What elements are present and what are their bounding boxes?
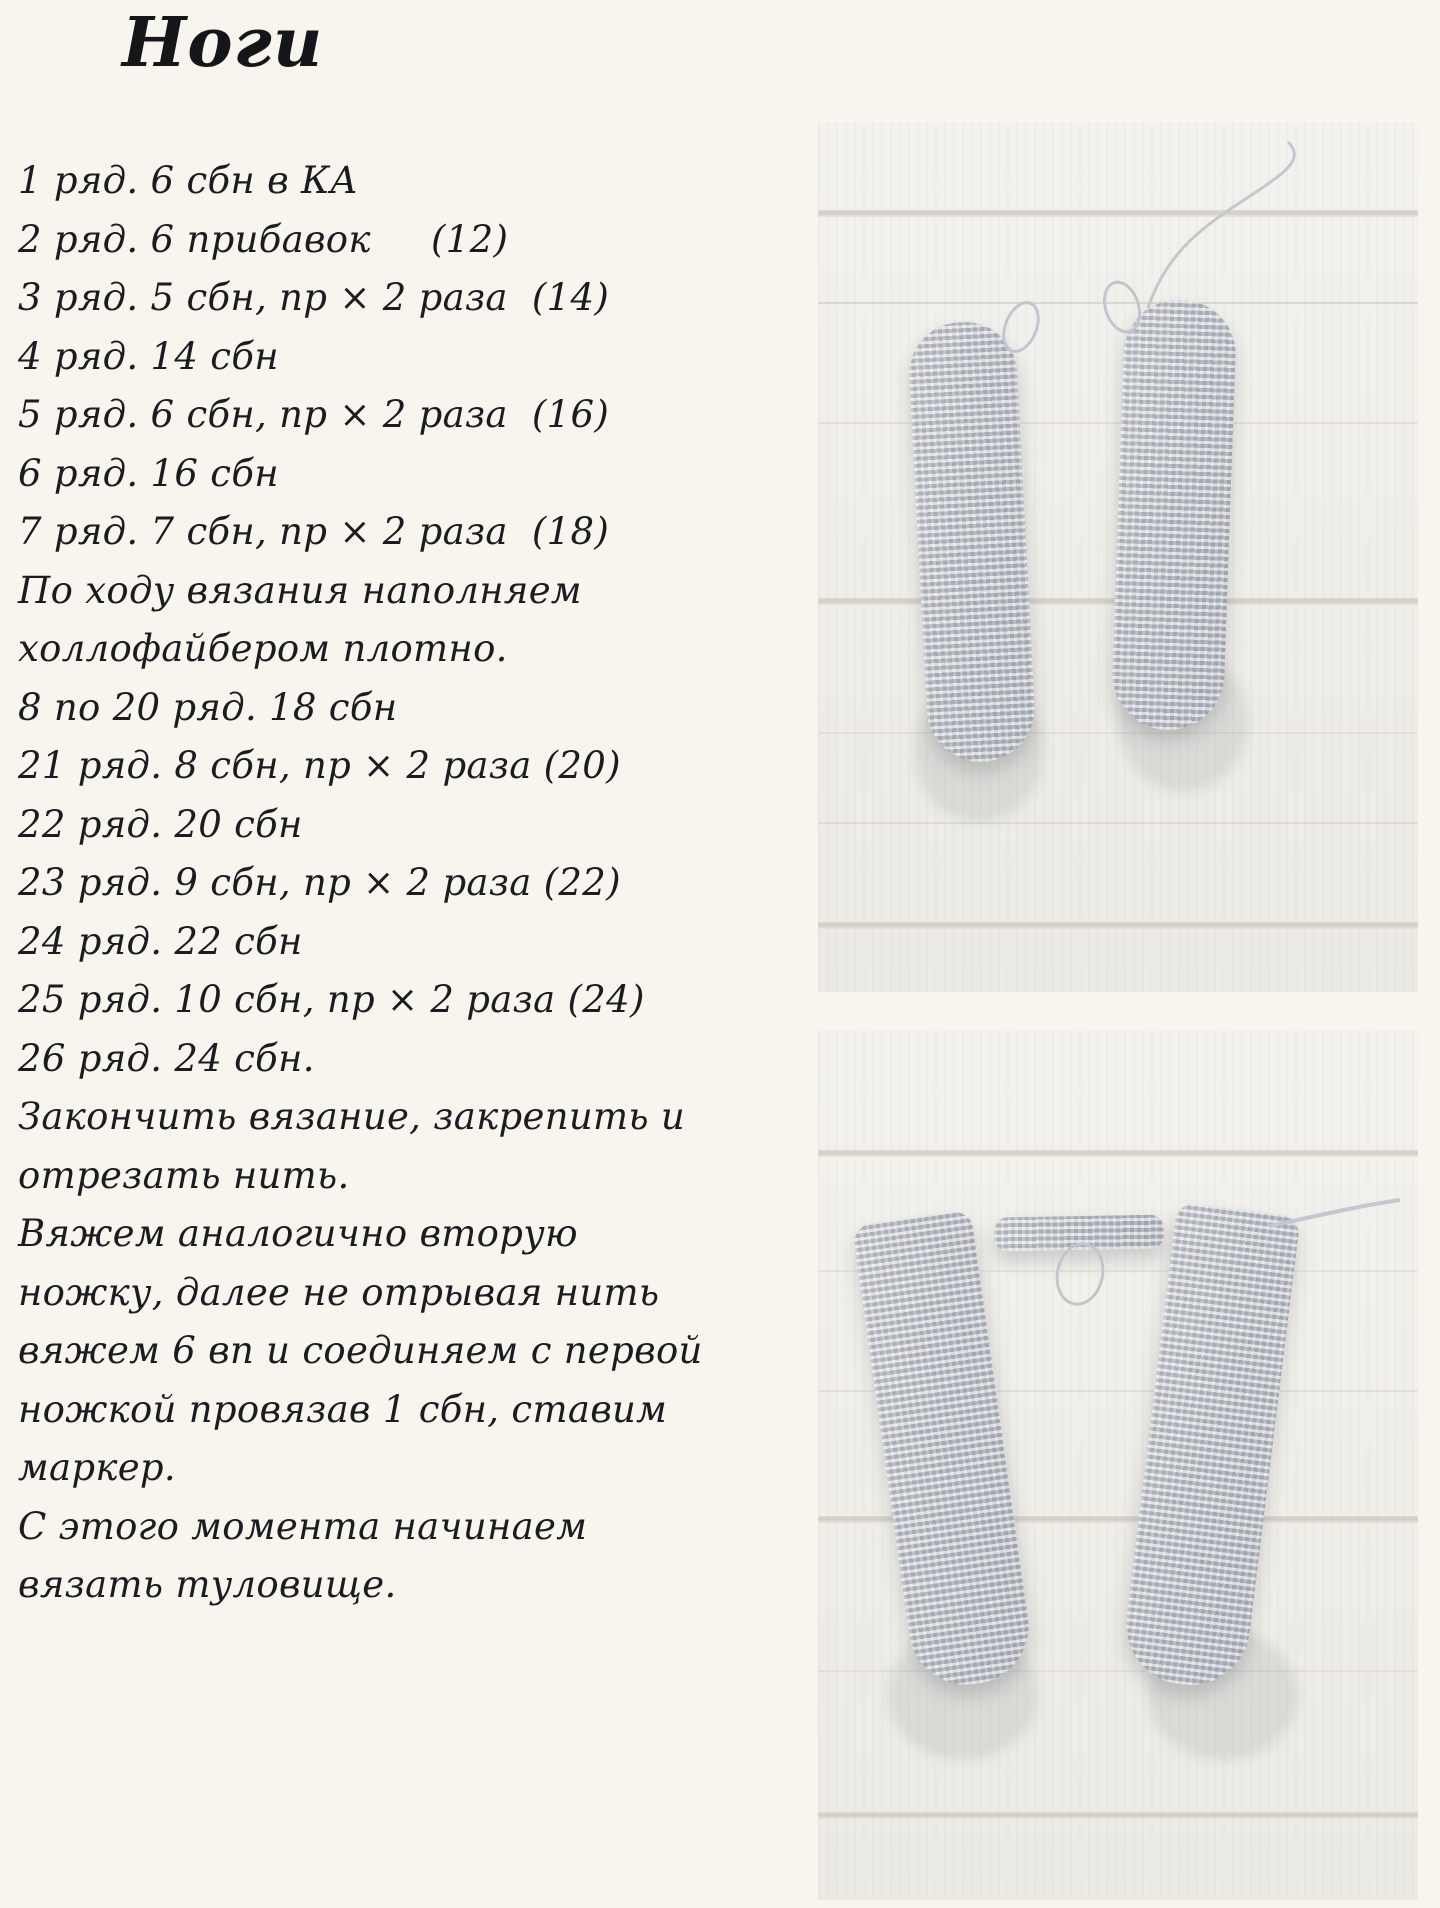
instruction-line: С этого момента начинаем	[18, 1504, 588, 1548]
instruction-line: 5 ряд. 6 сбн, пр × 2 раза (16)	[18, 393, 610, 436]
photo-column	[818, 122, 1418, 1900]
instruction-line: отрезать нить.	[18, 1153, 350, 1197]
photo-two-separate-legs	[818, 122, 1418, 992]
instruction-line: холлофайбером плотно.	[18, 627, 508, 670]
instruction-line: маркер.	[18, 1446, 176, 1489]
instruction-line: 7 ряд. 7 сбн, пр × 2 раза (18)	[18, 510, 610, 553]
instruction-list	[18, 152, 838, 1615]
instruction-line: 2 ряд. 6 прибавок (12)	[18, 217, 509, 261]
instruction-line: ножкой провязав 1 сбн, ставим	[18, 1387, 668, 1431]
instruction-line: ножку, далее не отрывая нить	[18, 1270, 660, 1314]
yarn-tail-icon	[818, 1030, 1418, 1900]
instruction-line: 24 ряд. 22 сбн	[18, 919, 303, 963]
instruction-line: 3 ряд. 5 сбн, пр × 2 раза (14)	[18, 276, 610, 319]
instruction-line: 23 ряд. 9 сбн, пр × 2 раза (22)	[18, 861, 621, 904]
instruction-line: вяжем 6 вп и соединяем с первой	[18, 1329, 703, 1372]
instruction-line: По ходу вязания наполняем	[18, 568, 582, 612]
instruction-line: 1 ряд. 6 сбн в КА	[18, 159, 359, 202]
instruction-line: 6 ряд. 16 сбн	[18, 451, 279, 495]
instruction-line: 8 по 20 ряд. 18 сбн	[18, 685, 398, 729]
instruction-line: Закончить вязание, закрепить и	[18, 1095, 685, 1138]
photo-legs-joined	[818, 1030, 1418, 1900]
instruction-line: 21 ряд. 8 сбн, пр × 2 раза (20)	[18, 744, 621, 787]
instruction-line: 4 ряд. 14 сбн	[18, 334, 279, 378]
instruction-line: 25 ряд. 10 сбн, пр × 2 раза (24)	[18, 978, 645, 1021]
instruction-line: вязать туловище.	[18, 1563, 397, 1606]
yarn-tail-icon	[818, 122, 1418, 992]
page-title: Ноги	[122, 3, 324, 83]
instruction-line: 22 ряд. 20 сбн	[18, 802, 303, 846]
instruction-line: 26 ряд. 24 сбн.	[18, 1036, 315, 1080]
instruction-line: Вяжем аналогично вторую	[18, 1212, 578, 1255]
